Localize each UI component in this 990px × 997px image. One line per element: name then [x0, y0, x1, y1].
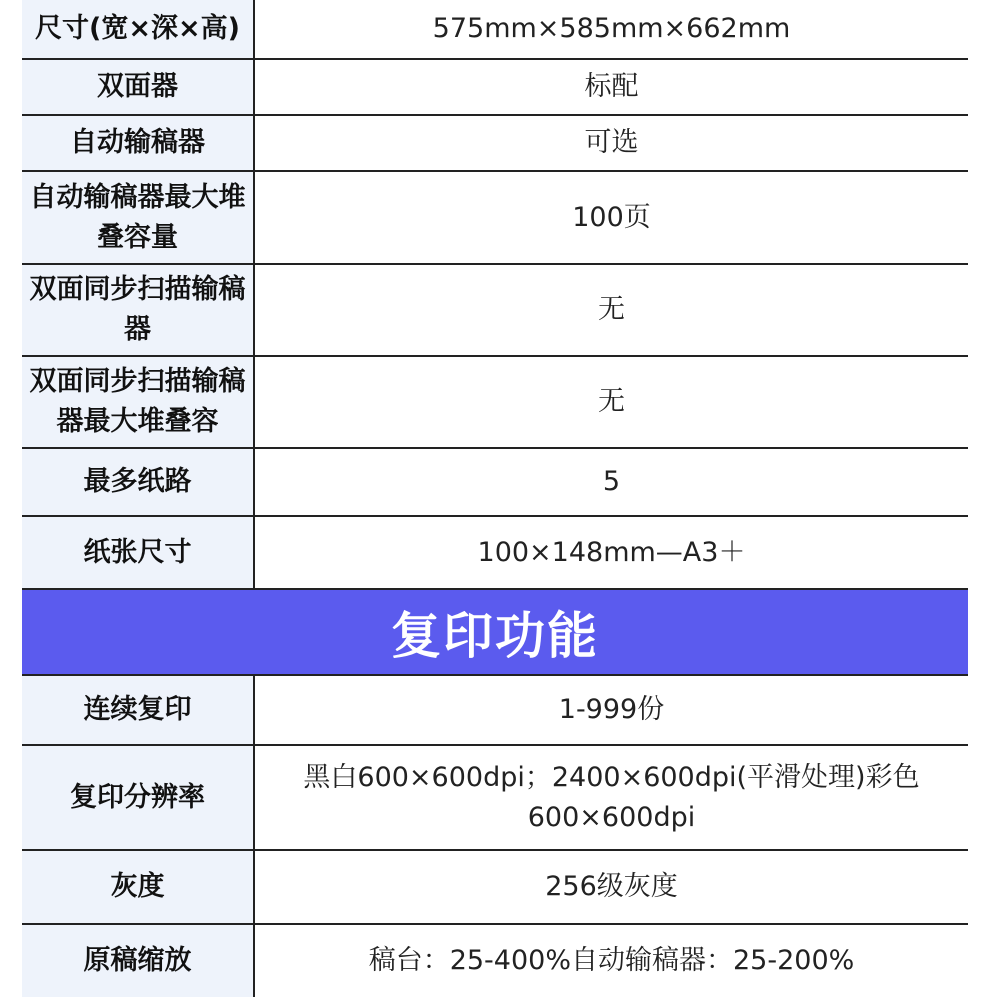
spec-row-paper-paths	[22, 449, 968, 517]
row-value: 5	[255, 449, 968, 515]
spec-row-paper-size	[22, 517, 968, 590]
spec-row-zoom	[22, 925, 968, 997]
section-header-copy: 复印功能	[22, 590, 968, 676]
spec-row-dimensions	[22, 0, 968, 60]
row-label: 尺寸(宽×深×高)	[22, 0, 255, 58]
spec-row-continuous-copy	[22, 676, 968, 746]
spec-row-grayscale	[22, 851, 968, 925]
row-label: 双面同步扫描输稿器最大堆叠容	[22, 357, 255, 447]
row-value: 575mm×585mm×662mm	[255, 0, 968, 58]
row-value: 1-999份	[255, 676, 968, 744]
row-value: 稿台：25-400%自动输稿器：25-200%	[255, 925, 968, 997]
spec-row-copy-resolution	[22, 746, 968, 851]
row-value: 黑白600×600dpi；2400×600dpi(平滑处理)彩色600×600dpi	[255, 746, 968, 849]
row-label: 复印分辨率	[22, 746, 255, 849]
row-value: 无	[255, 265, 968, 355]
row-label: 双面器	[22, 60, 255, 114]
spec-row-dual-scan-adf-capacity	[22, 357, 968, 449]
row-label: 自动输稿器	[22, 116, 255, 170]
spec-row-adf	[22, 116, 968, 172]
row-label: 灰度	[22, 851, 255, 923]
row-label: 最多纸路	[22, 449, 255, 515]
row-value: 标配	[255, 60, 968, 114]
row-value: 无	[255, 357, 968, 447]
row-label: 纸张尺寸	[22, 517, 255, 588]
row-label: 双面同步扫描输稿器	[22, 265, 255, 355]
row-label: 自动输稿器最大堆叠容量	[22, 172, 255, 263]
spec-row-duplexer	[22, 60, 968, 116]
row-value: 256级灰度	[255, 851, 968, 923]
row-label: 原稿缩放	[22, 925, 255, 997]
row-value: 100×148mm—A3＋	[255, 517, 968, 588]
row-value: 100页	[255, 172, 968, 263]
row-label: 连续复印	[22, 676, 255, 744]
row-value: 可选	[255, 116, 968, 170]
spec-row-adf-capacity	[22, 172, 968, 265]
spec-row-dual-scan-adf	[22, 265, 968, 357]
